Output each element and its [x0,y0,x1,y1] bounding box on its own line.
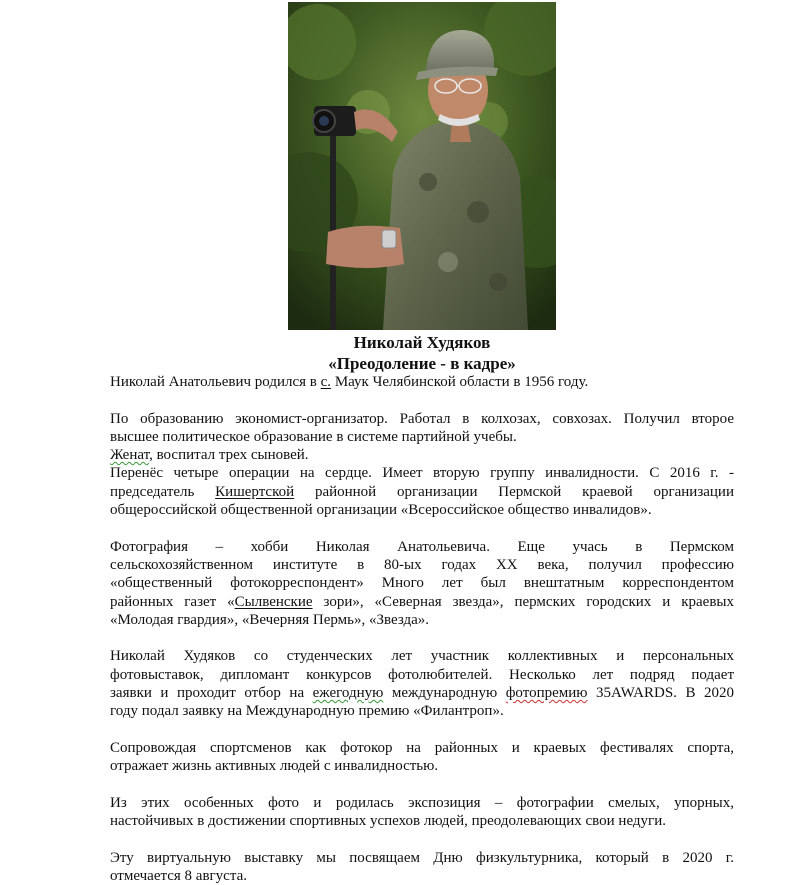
spellcheck-word: Женат [110,447,150,464]
bio-line-7: общероссийской общественной организации «Всероссийское общество инвалидов». [110,502,652,519]
bio-line-3: высшее политическое образование в системе партийной учебы. [110,428,517,445]
sport-line-1: Сопровождая спортсменов как фотокор на районных и краевых фестивалях спорта, [110,739,734,756]
page-subtitle: «Преодоление - в кадре» [328,354,516,373]
article-body [110,373,734,885]
birth-place-abbrev: с. [320,374,332,390]
dedication-line-1: Эту виртуальную выставку мы посвящаем Дню физкультурника, который в 2020 г. [110,849,734,866]
exhibitions-line-2: фотовыставок, дипломант конкурсов фотолюбителей. Несколько лет подряд подает [110,666,734,683]
exhibitions-line-4: году подал заявку на Международную премию «Филантроп». [110,703,504,720]
district-name: Кишертской [215,483,295,500]
exhibitions-line-1: Николай Худяков со студенческих лет участник коллективных и персональных [110,648,734,665]
bio-line-4: Женат, воспитал трех сыновей. [110,447,309,464]
spellcheck-word: фотопремию [505,685,588,702]
hobby-line-5: «Молодая гвардия», «Вечерняя Пермь», «Звезда». [110,611,430,628]
exposition-line-2: настойчивых в достижении спортивных успехов людей, преодолевающих свои недуги. [110,813,666,830]
spellcheck-word: ежегодную [312,685,384,702]
hobby-line-2: сельскохозяйственном институте в 80-ых годах XX века, получил профессию [110,556,734,573]
page-title: Николай Худяков [353,333,491,352]
newspaper-name: Сылвенские [234,593,313,610]
bio-line-5: Перенёс четыре операции на сердце. Имеет вторую группу инвалидности. С 2016 г. - [110,465,734,482]
photographer-portrait-image [288,2,556,330]
bio-line-2: По образованию экономист-организатор. Работал в колхозах, совхозах. Получил второе [110,410,734,427]
hobby-line-4: районных газет «Сылвенские зори», «Северная звезда», пермских городских и краевых [110,593,734,610]
exhibitions-line-3: заявки и проходит отбор на ежегодную международную фотопремию 35AWARDS. В 2020 [110,685,734,702]
bio-line-1: Николай Анатольевич родился в с. Маук Челябинской области в 1956 году. [110,374,589,390]
hobby-line-1: Фотография – хобби Николая Анатольевича. Еще учась в Пермском [110,538,734,555]
hobby-line-3: «общественный фотокорреспондент» Много лет был внештатным корреспондентом [110,575,734,592]
sport-line-2: отражает жизнь активных людей с инвалидностью. [110,758,439,775]
bio-line-6: председатель Кишертской районной организации Пермской краевой организации [110,483,734,500]
dedication-line-2: отмечается 8 августа. [110,868,247,885]
exposition-line-1: Из этих особенных фото и родилась экспозиция – фотографии смелых, упорных, [110,794,734,811]
